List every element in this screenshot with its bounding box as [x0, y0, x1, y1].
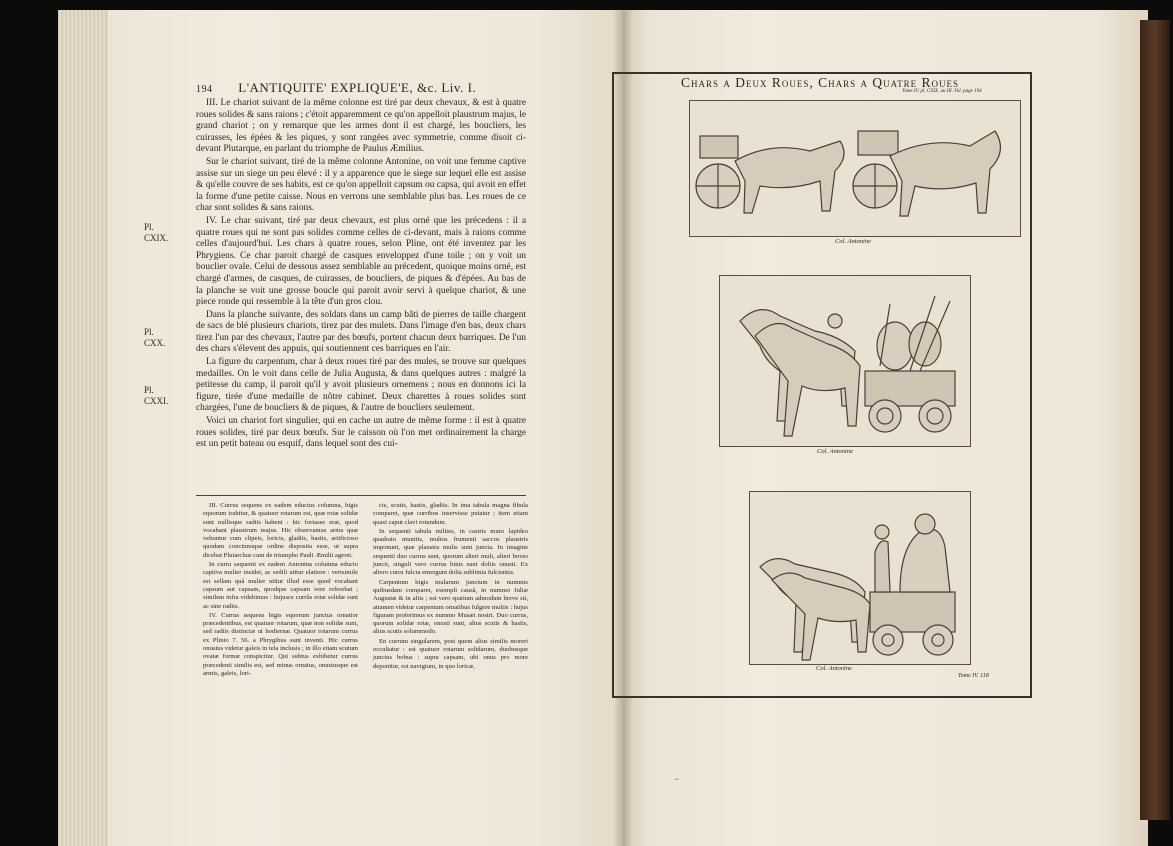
- margin-note-pl-cxx: Pl. CXX.: [144, 327, 166, 348]
- paragraph: III. Le chariot suivant de la même colonne est tiré par deux chevaux, & est à quatre roues solides & sans raions ; c'étoit apparemment ce qu'on appelloit plaustrum majus, le grand chariot ; on y remarque que les armes dont il est chargé, les boucliers, les cuirasses, les épées & les piques, y sont rangées avec symmetrie, comme disoit ci-devant Plutarque, en parlant du triomphe de Paulus Æmilius.: [196, 98, 526, 155]
- latin-paragraph: In curru sequenti ex eadem Antonina columna educto captiva mulier insidet, ac sedili utitur elatiore : verisimile est sellam quâ mulier utitur illud esse quod vocabant capsum aut capsam, quodque capsam vere referebat ; similem infra videbimus : hujusce currûs rotæ solidæ sunt ac sine radiis.: [203, 561, 358, 610]
- plate-reference: Tome IV. pl. CXIX. au III. Vol. page 194: [902, 89, 982, 94]
- book-cover-edge: [1140, 20, 1170, 820]
- paragraph: Voici un chariot fort singulier, qui en cache un autre de même forme : il est à quatre roues solides, tiré par deux bœufs. Sur le caisson où l'on met ordinairement la charge est un petit bateau ou esquif, dans lequel sont des cui-: [196, 416, 526, 450]
- running-head: [196, 80, 526, 96]
- engraving-horse-chariot: [719, 275, 971, 447]
- tome-label: Tome IV. 118: [958, 673, 989, 679]
- engraving-ox-carts: [689, 100, 1021, 237]
- latin-column-right: [373, 502, 528, 679]
- caption-col-antonine-1: Col. Antonine: [835, 238, 871, 245]
- margin-note-pl-cxix: Pl. CXIX.: [144, 222, 169, 243]
- latin-paragraph: IV. Currus sequens bigis equorum junctus ornatior præcedentibus, est quatuor rotarum, quæ non solidæ sunt, sed radiis distinctæ ut hodiernæ. Quatuor rotarum currus ex Plinio 7. 56. a Phrygibus sunt inventi. Hic currus onustus videtur galeis in tela inclusis ; in illo etiam scutum ovatæ formæ conspicitur. Qui subtus exhibetur currus præcedenti similis est, sed minus ornatus, onustusque est armis, galeis, lori-: [203, 611, 358, 677]
- paragraph: Dans la planche suivante, des soldats dans un camp bâti de pierres de taille chargent de sacs de blé plusieurs chariots, tirez par des mulets. Dans l'image d'en bas, deux chars tirez l'un par des chevaux, l'autre par des bœufs, portent chacun deux barriques. De l'un des chars s'élevent des appuis, qui soutiennent ces barriques en l'air.: [196, 309, 526, 355]
- caption-col-antonine-3: Col. Antonine: [816, 665, 852, 672]
- plate-title: Chars a Deux Roues, Chars a Quatre Roues: [680, 75, 960, 90]
- paragraph: Sur le chariot suivant, tiré de la même colonne Antonine, on voit une femme captive assise sur un siege un peu élevé : il y a apparence que le siege sur lequel elle est assise & qu'elle couvre de ses habits, est ce qu'on appelloit capsum ou capsa, qui avoit en effet la forme d'une petite caisse. Nous en verrons une semblable plus bas. Les roues de ce char sont solides & sans raions.: [196, 156, 526, 214]
- engraving-captive-cart: [749, 491, 971, 665]
- latin-paragraph: cis, scutis, hastis, gladiis. In ima tabula magna fibula comparet, quæ curribus inservisse putatur ; item etiam quasi caput clavi rotundum.: [373, 502, 528, 526]
- latin-paragraph: Carpentum bigis mularum junctum in nummis quibusdam comparet, exempli causâ, in nummo Juliæ Augustæ & in aliis ; est vero spatium admodum breve sit, attamen videtur carpentum ornatibus fulgere multis : hujus figuram proferimus ex nummo Musæi nostri. Duo currus, quorum solidæ rotæ, onusti sunt, alius scutis & hastis, alius scutis solummodo.: [373, 578, 528, 636]
- paragraph: La figure du carpentum, char à deux roues tiré par des mules, se trouve sur quelques medailles. On le voit dans celle de Julia Augusta, & dans quelques autres : malgré la petitesse du camp, il paroit qu'il y avoit plusieurs ornemens ; nous en donnons ici la figure, tirée d'une medaille de nôtre cabinet. Deux charettes à roues solides sont chargées, l'une de boucliers & de piques, & l'autre de boucliers seulement.: [196, 357, 526, 414]
- caption-col-antonine-2: Col. Antonine: [817, 448, 853, 455]
- page-number: 194: [196, 84, 213, 95]
- french-text-column: [196, 98, 526, 452]
- latin-paragraph: III. Currus sequens ex eadem eductus columna, bigis equorum trahitur, & quatuor rotarum est, quæ rotæ solidæ sunt nullisque radiis habent : hic fortasse erat, quod vocabant plaustrum majus. Hic observamus arma quæ vehuntur cum clipeis, loricis, gladiis, hastis, artificioso quodam concinnoque ordine disposita esse, ut supra dicebat Plutarchus cum de triumpho Pauli Æmilii ageret.: [203, 502, 358, 559]
- latin-column-left: [203, 502, 358, 679]
- paragraph: IV. Le char suivant, tiré par deux chevaux, est plus orné que les précedens : il a quatre roues qui ne sont pas solides comme celles de ci-devant, mais à raions comme celles d'aujourd'hui. Les chars à quatre roues, selon Pline, ont été inventez par les Phrygiens. Ce char paroit chargé de casques enveloppez d'une toile ; on y voit un bouclier ovale. Celui de dessous assez semblable au précedent, quoique moins orné, est chargé d'armes, de casques, de cuirasses, de boucliers, de piques & d'épées. Au bas de la planche se voit une grosse boucle qui paroit avoir servi à quelque chariot, & une piece ronde qui ressemble à la tête d'un gros clou.: [196, 215, 526, 308]
- running-title: L'ANTIQUITE' EXPLIQUE'E, &c. Liv. I.: [238, 80, 477, 95]
- latin-paragraph: In sequenti tabula milites, in castris muro lapideo quadrato munitis, multos frumenti saccos plaustris imponunt, quæ plaustra mulis sunt juncta. In imagine sequenti duo currus sunt, quorum alteri muli, alteri boves juncti, singuli vero currus binis sunt doliis onusti. Ex altero curru fulcra emergunt dolia sublimia fulcientia.: [373, 527, 528, 577]
- footnote-rule: [196, 495, 526, 496]
- latin-text-block: [203, 502, 528, 679]
- page-mark: ~: [675, 776, 679, 784]
- margin-note-pl-cxxi: Pl. CXXI.: [144, 385, 169, 406]
- page-edges: [58, 10, 108, 846]
- latin-paragraph: En currum singularem, post quem alius similis moreri occultatur : est quatuor rotarum solidarum, duobusque junctus bobus : supra capsam, ubi onus pro more deponitur, est navigium, in quo loricæ,: [373, 637, 528, 670]
